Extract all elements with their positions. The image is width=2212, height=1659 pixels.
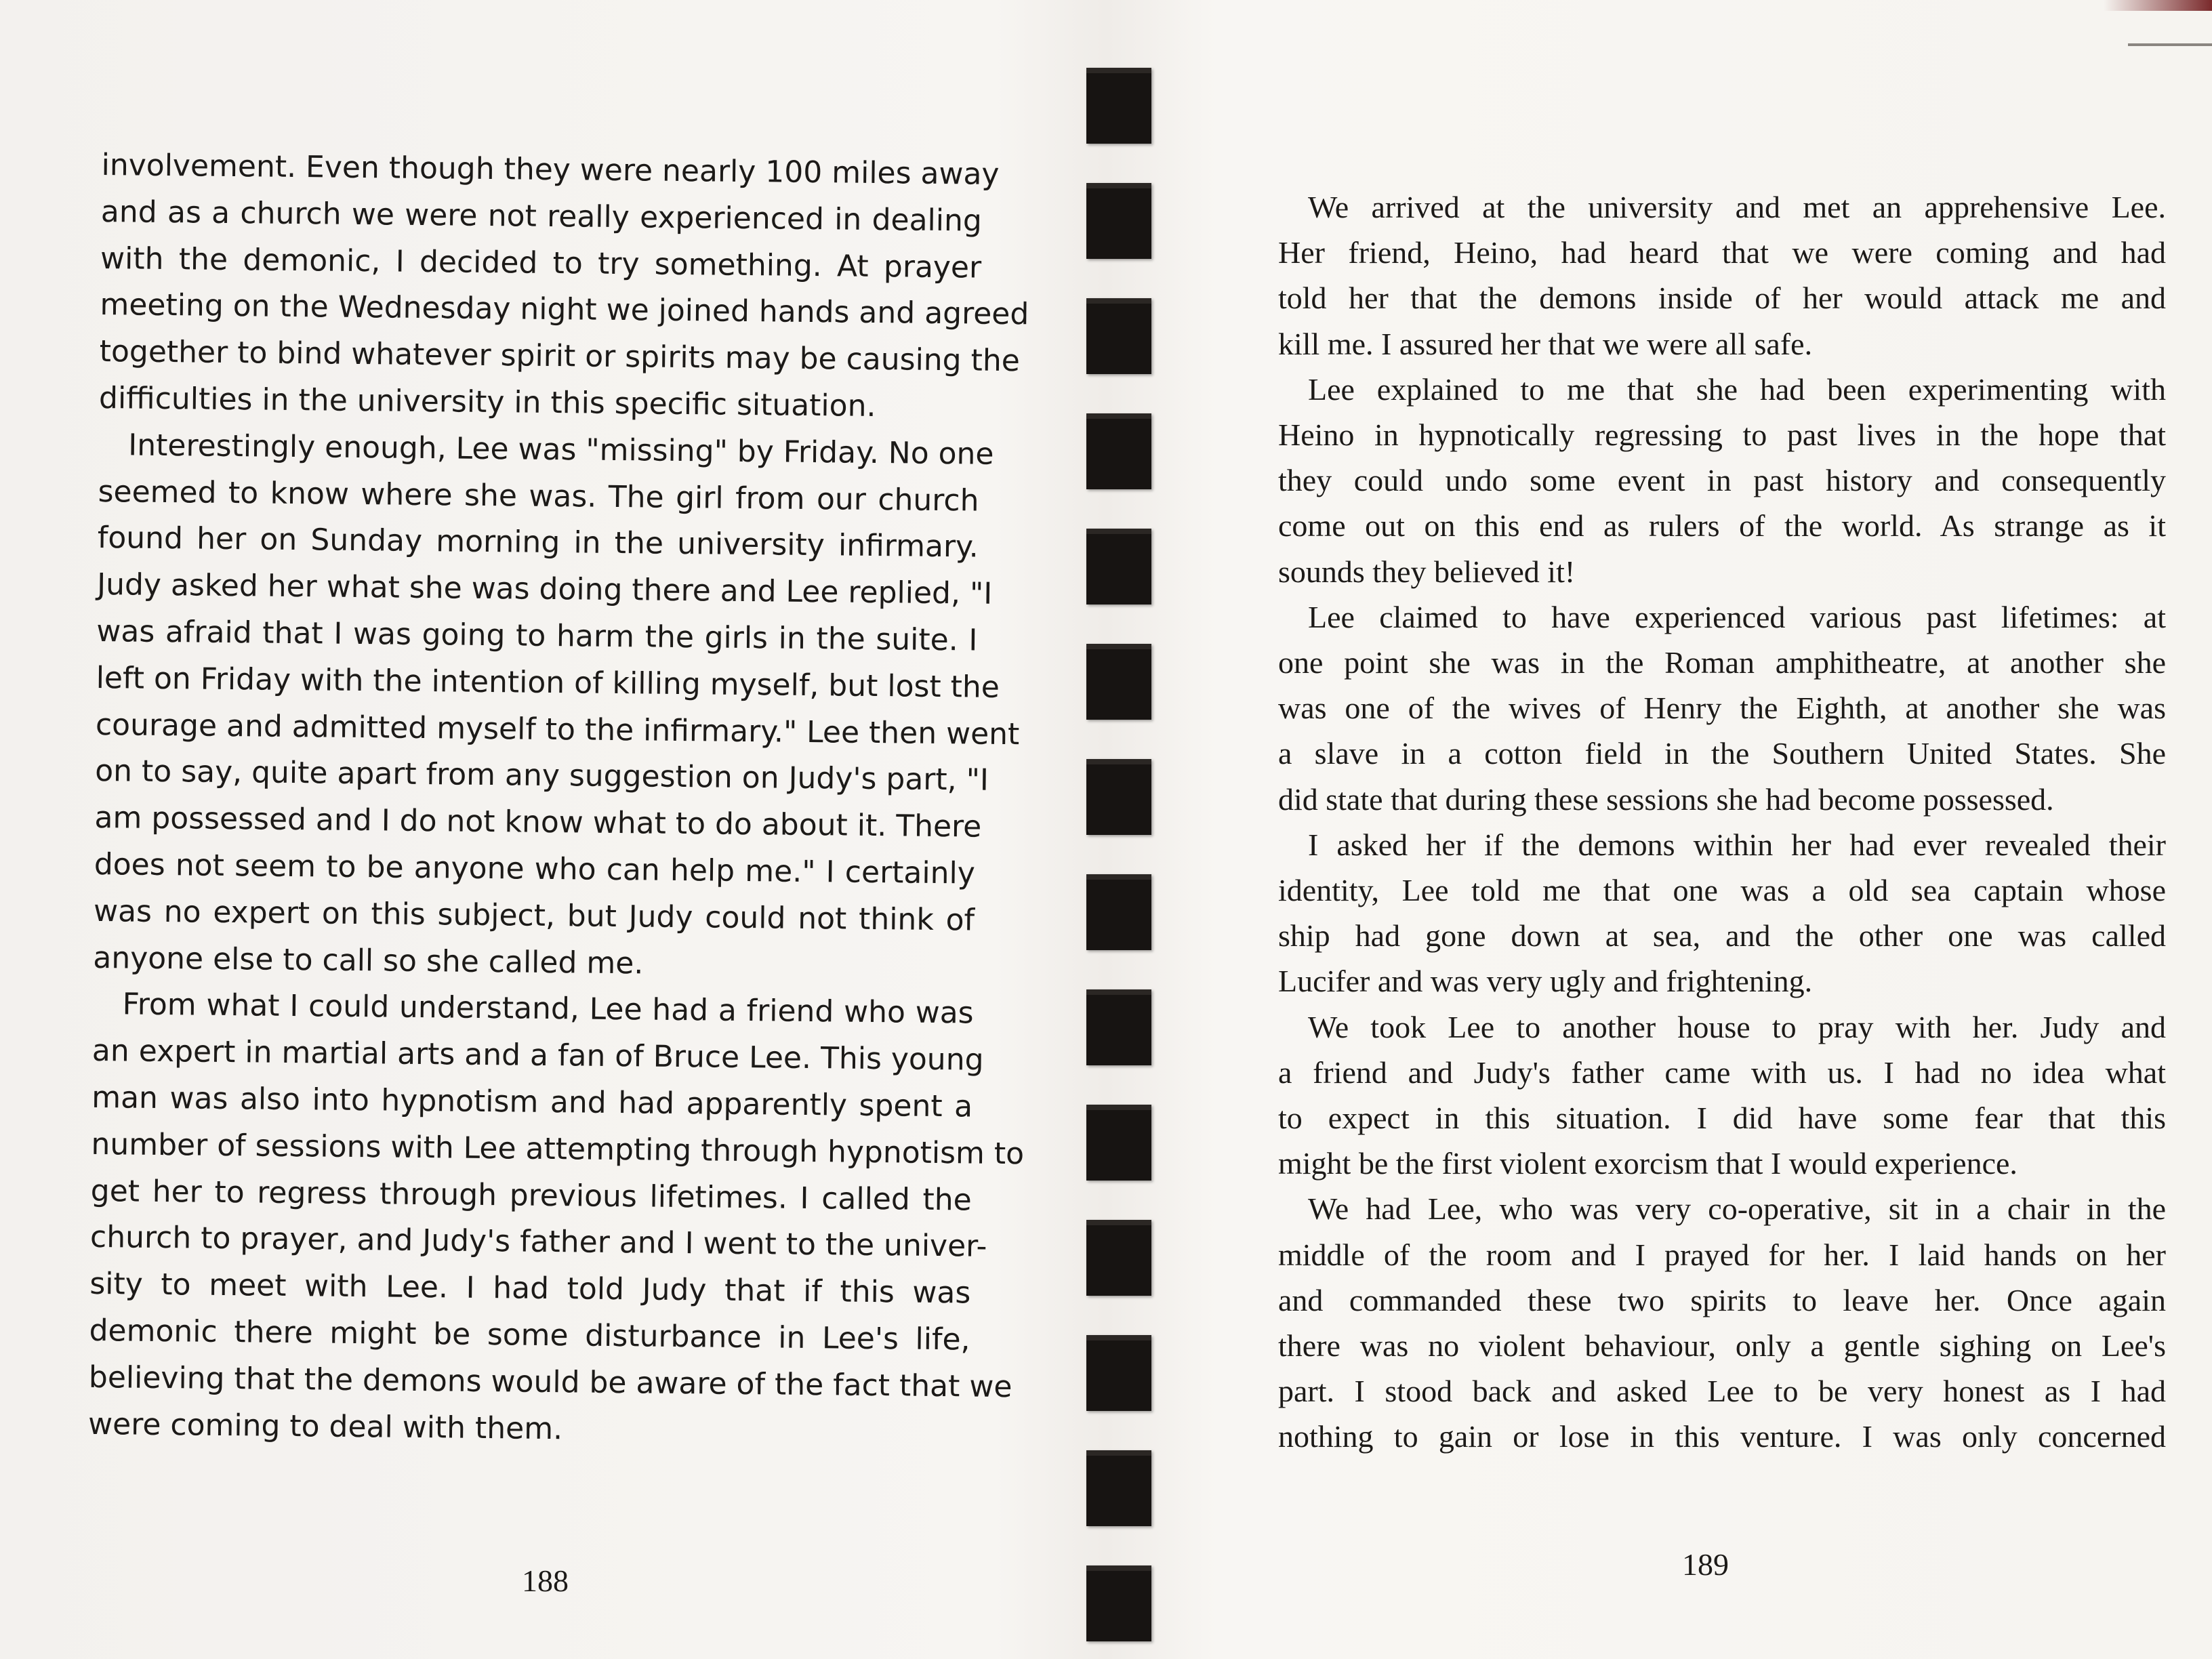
text-line: From what I could understand, Lee had a friend who was bbox=[122, 987, 974, 1031]
text-line: middle of the room and I prayed for her. I laid hands on her bbox=[1278, 1237, 2166, 1272]
right-page bbox=[1166, 0, 2212, 1659]
text-line: am possessed and I do not know what to do about it. There bbox=[94, 800, 982, 844]
text-line: We had Lee, who was very co-operative, sit in a chair in the bbox=[1308, 1191, 2166, 1227]
text-line: demonic there might be some disturbance in Lee's life, bbox=[89, 1313, 970, 1357]
left-page bbox=[0, 0, 1057, 1659]
text-line: they could undo some event in past history and consequently bbox=[1278, 463, 2166, 498]
text-line: Interestingly enough, Lee was "missing" by Friday. No one bbox=[128, 428, 994, 472]
text-line: identity, Lee told me that one was a old sea captain whose bbox=[1278, 873, 2166, 908]
text-line: nothing to gain or lose in this venture. I was only concerned bbox=[1278, 1419, 2166, 1454]
binding-hole bbox=[1086, 874, 1151, 950]
text-line: a friend and Judy's father came with us. I had no idea what bbox=[1278, 1054, 2166, 1090]
text-line: one point she was in the Roman amphitheatre, at another she bbox=[1278, 645, 2166, 680]
binding-hole bbox=[1086, 183, 1151, 259]
text-line: found her on Sunday morning in the university infirmary. bbox=[97, 520, 979, 565]
text-line: left on Friday with the intention of killing myself, but lost the bbox=[96, 660, 1000, 705]
text-line: there was no violent behaviour, only a gentle sighing on Lee's bbox=[1278, 1328, 2166, 1364]
binding-hole bbox=[1086, 1335, 1151, 1411]
page-number: 188 bbox=[522, 1563, 569, 1598]
text-line: Lucifer and was very ugly and frightening. bbox=[1278, 964, 1813, 999]
text-line: church to prayer, and Judy's father and I went to the univer- bbox=[89, 1220, 987, 1265]
binding-hole bbox=[1086, 1565, 1151, 1641]
text-line: a slave in a cotton field in the Southern United States. She bbox=[1278, 736, 2166, 771]
text-line: together to bind whatever spirit or spirits may be causing the bbox=[99, 334, 1021, 379]
text-line: and commanded these two spirits to leave her. Once again bbox=[1278, 1282, 2166, 1317]
text-line: involvement. Even though they were nearly 100 miles away bbox=[101, 147, 1000, 192]
text-line: were coming to deal with them. bbox=[87, 1406, 563, 1446]
text-line: on to say, quite apart from any suggestion on Judy's part, "I bbox=[95, 754, 989, 798]
page-number: 189 bbox=[1682, 1547, 1729, 1582]
text-line: ship had gone down at sea, and the other one was called bbox=[1278, 918, 2166, 954]
text-line: meeting on the Wednesday night we joined hands and agreed bbox=[100, 287, 1029, 332]
text-line: Lee explained to me that she had been experimenting with bbox=[1308, 371, 2166, 407]
binding-hole bbox=[1086, 68, 1151, 144]
text-line: Heino in hypnotically regressing to past lives in the hope that bbox=[1278, 417, 2166, 453]
text-line: We arrived at the university and met an apprehensive Lee. bbox=[1308, 190, 2166, 224]
text-line: anyone else to call so she called me. bbox=[93, 940, 644, 981]
text-line: Judy asked her what she was doing there and Lee replied, "I bbox=[96, 567, 993, 611]
text-line: believing that the demons would be aware of the fact that we bbox=[88, 1359, 1012, 1404]
binding-hole bbox=[1086, 759, 1151, 835]
text-line: with the demonic, I decided to try something. At prayer bbox=[100, 241, 982, 285]
text-line: Her friend, Heino, had heard that we were coming and had bbox=[1278, 235, 2166, 270]
text-line: told her that the demons inside of her would attack me and bbox=[1278, 281, 2166, 316]
text-line: We took Lee to another house to pray with her. Judy and bbox=[1308, 1009, 2166, 1044]
binding-hole bbox=[1086, 644, 1151, 720]
binding-hole bbox=[1086, 989, 1151, 1065]
binding-hole bbox=[1086, 298, 1151, 374]
text-line: was one of the wives of Henry the Eighth, at another she was bbox=[1278, 691, 2166, 726]
text-line: to expect in this situation. I did have some fear that this bbox=[1278, 1101, 2166, 1136]
text-line: sounds they believed it! bbox=[1278, 554, 1576, 589]
binding-hole bbox=[1086, 413, 1151, 489]
text-line: difficulties in the university in this specific situation. bbox=[98, 380, 876, 424]
text-line: was no expert on this subject, but Judy could not think of bbox=[93, 893, 975, 938]
text-line: kill me. I assured her that we were all safe. bbox=[1278, 326, 1813, 361]
text-line: part. I stood back and asked Lee to be very honest as I had bbox=[1278, 1374, 2166, 1409]
text-line: courage and admitted myself to the infirmary." Lee then went bbox=[95, 707, 1020, 752]
text-line: and as a church we were not really experienced in dealing bbox=[100, 194, 983, 239]
text-line: did state that during these sessions she had become possessed. bbox=[1278, 781, 2054, 817]
text-line: might be the first violent exorcism that I would experience. bbox=[1278, 1146, 2018, 1181]
binding-hole bbox=[1086, 529, 1151, 605]
text-line: seemed to know where she was. The girl from our church bbox=[98, 474, 979, 518]
text-line: Lee claimed to have experienced various past lifetimes: at bbox=[1308, 599, 2166, 634]
text-line: I asked her if the demons within her had ever revealed their bbox=[1308, 827, 2166, 862]
right-page-text bbox=[1278, 184, 2166, 1460]
text-line: was afraid that I was going to harm the girls in the suite. I bbox=[96, 613, 978, 658]
text-line: man was also into hypnotism and had apparently spent a bbox=[91, 1080, 973, 1124]
text-line: get her to regress through previous lifetimes. I called the bbox=[90, 1173, 972, 1218]
text-line: number of sessions with Lee attempting through hypnotism to bbox=[91, 1126, 1025, 1172]
text-line: an expert in martial arts and a fan of Bruce Lee. This young bbox=[91, 1033, 984, 1078]
binding-hole bbox=[1086, 1105, 1151, 1181]
text-line: come out on this end as rulers of the world. As strange as it bbox=[1278, 508, 2166, 544]
binding-hole bbox=[1086, 1450, 1151, 1526]
left-page-text bbox=[87, 142, 1029, 1457]
text-line: does not seem to be anyone who can help me." I certainly bbox=[94, 846, 976, 891]
binding-hole bbox=[1086, 1220, 1151, 1296]
text-line: sity to meet with Lee. I had told Judy that if this was bbox=[89, 1267, 971, 1311]
spiral-binding bbox=[1074, 61, 1162, 1659]
